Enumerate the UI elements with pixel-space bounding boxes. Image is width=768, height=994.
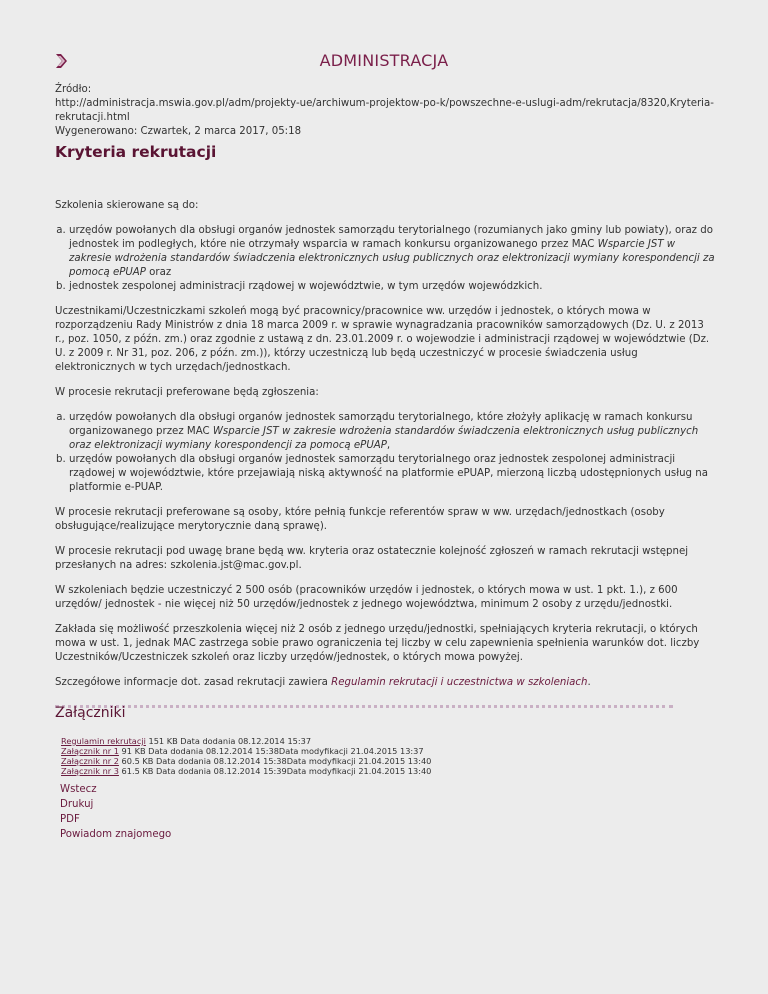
list-item: Załącznik nr 3 61.5 KB Data dodania 08.12.2014 15:39Data modyfikacji 21.04.2015 13:40	[61, 766, 432, 776]
list-item: a. urzędów powołanych dla obsługi organów jednostek samorządu terytorialnego, które złożyły aplikację w ramach konkursu organizowanego przez MAC Wsparcie JST w zakresie wdrożenia standardów świadczenia elektronicznych usług publicznych oraz elektronizacji wymiany korespondencji za pomocą ePUAP,	[69, 411, 715, 453]
list-item: Załącznik nr 1 91 KB Data dodania 08.12.2014 15:38Data modyfikacji 21.04.2015 13:37	[61, 746, 424, 756]
paragraph-count: W szkoleniach będzie uczestniczyć 2 500 osób (pracowników urzędów i jednostek, o których mowa w ust. 1 pkt. 1.), z 600 urzędów/ jednostek - nie więcej niż 50 urzędów/jednostek z jednego województwa, minimum 2 osoby z urzędu/jednostki.	[55, 585, 678, 610]
source-label: Źródło:	[55, 84, 92, 95]
pdf-link[interactable]: PDF	[60, 814, 80, 825]
list-item: a. urzędów powołanych dla obsługi organów jednostek samorządu terytorialnego (rozumianych jako gminy lub powiaty), oraz do jednostek im podległych, które nie otrzymały wsparcia w ramach konkursu organizowanego przez MAC Wsparcie JST w zakresie wdrożenia standardów świadczenia elektronicznych usług publicznych oraz elektronizacji wymiany korespondencji za pomocą ePUAP oraz	[69, 224, 715, 280]
paragraph-details: Szczegółowe informacje dot. zasad rekrutacji zawiera Regulamin rekrutacji i uczestnictwa w szkoleniach.	[55, 677, 591, 688]
page-actions	[60, 782, 171, 842]
preferred-list	[55, 411, 715, 495]
list-item: b. urzędów powołanych dla obsługi organów jednostek samorządu terytorialnego oraz jednostek zespolonej administracji rządowej w województwie, które przejawiają niską aktywność na platformie ePUAP, mierzoną liczbą udostępnionych usług na platformie e-PUAP.	[69, 453, 715, 495]
attachment-link[interactable]: Regulamin rekrutacji	[61, 736, 146, 746]
list-item: Załącznik nr 2 60.5 KB Data dodania 08.12.2014 15:38Data modyfikacji 21.04.2015 13:40	[61, 756, 432, 766]
attachments-title: Załączniki	[55, 705, 126, 721]
attachments-list	[61, 736, 661, 776]
list-item: b. jednostek zespolonej administracji rządowej w województwie, w tym urzędów wojewódzkich.	[69, 280, 715, 294]
paragraph-referents: W procesie rekrutacji preferowane są osoby, które pełnią funkcje referentów spraw w ww. urzędach/jednostkach (osoby obsługujące/realizujące merytorycznie daną sprawę).	[55, 507, 665, 532]
source-url: http://administracja.mswia.gov.pl/adm/projekty-ue/archiwum-projektow-po-k/powszechne-e-uslugi-adm/rekrutacja/8320,Kryteria-rekrutacji.html	[55, 98, 714, 123]
notify-friend-link[interactable]: Powiadom znajomego	[60, 829, 172, 840]
regulations-link[interactable]: Regulamin rekrutacji i uczestnictwa w szkoleniach	[331, 677, 588, 688]
paragraph-criteria: W procesie rekrutacji pod uwagę brane będą ww. kryteria oraz ostatecznie kolejność zgłoszeń w ramach rekrutacji wstępnej przesłanych na adres: szkolenia.jst@mac.gov.pl.	[55, 546, 689, 571]
source-info	[55, 83, 715, 139]
attachment-link[interactable]: Załącznik nr 1	[61, 746, 119, 756]
paragraph-participants: Uczestnikami/Uczestniczkami szkoleń mogą być pracownicy/pracownice ww. urzędów i jednostek, o których mowa w rozporządzeniu Rady Ministrów z dnia 18 marca 2009 r. w sprawie wynagradzania pracowników samorządowych (Dz. U. z 2013 r., poz. 1050, z późn. zm.) oraz zgodnie z ustawą z dn. 23.01.2009 r. o wojewodzie i administracji rządowej w województwie (Dz. U. z 2009 r. Nr 31, poz. 206, z późn. zm.)), którzy uczestniczą lub będą uczestniczyć w procesie świadczenia usług elektronicznych w tych urzędach/jednostkach.	[55, 306, 710, 373]
print-link[interactable]: Drukuj	[60, 799, 94, 810]
paragraph-preferred: W procesie rekrutacji preferowane będą zgłoszenia:	[55, 387, 319, 398]
article-content	[55, 199, 715, 701]
target-list	[55, 224, 715, 294]
section-divider	[55, 705, 673, 708]
header	[0, 50, 768, 74]
attachment-link[interactable]: Załącznik nr 3	[61, 766, 119, 776]
page-title: Kryteria rekrutacji	[55, 143, 217, 161]
site-title[interactable]: ADMINISTRACJA	[319, 51, 449, 70]
generated-date: Wygenerowano: Czwartek, 2 marca 2017, 05:18	[55, 126, 302, 137]
attachment-link[interactable]: Załącznik nr 2	[61, 756, 119, 766]
list-item: Regulamin rekrutacji 151 KB Data dodania 08.12.2014 15:37	[61, 736, 312, 746]
back-link[interactable]: Wstecz	[60, 784, 97, 795]
intro-paragraph: Szkolenia skierowane są do:	[55, 200, 199, 211]
paragraph-limit: Zakłada się możliwość przeszkolenia więcej niż 2 osób z jednego urzędu/jednostki, spełniających kryteria rekrutacji, o których mowa w ust. 1, jednak MAC zastrzega sobie prawo ograniczenia tej liczby w celu zapewnienia spełnienia warunków dot. liczby Uczestników/Uczestniczek szkoleń oraz liczby urzędów/jednostek, o których mowa powyżej.	[55, 624, 700, 663]
